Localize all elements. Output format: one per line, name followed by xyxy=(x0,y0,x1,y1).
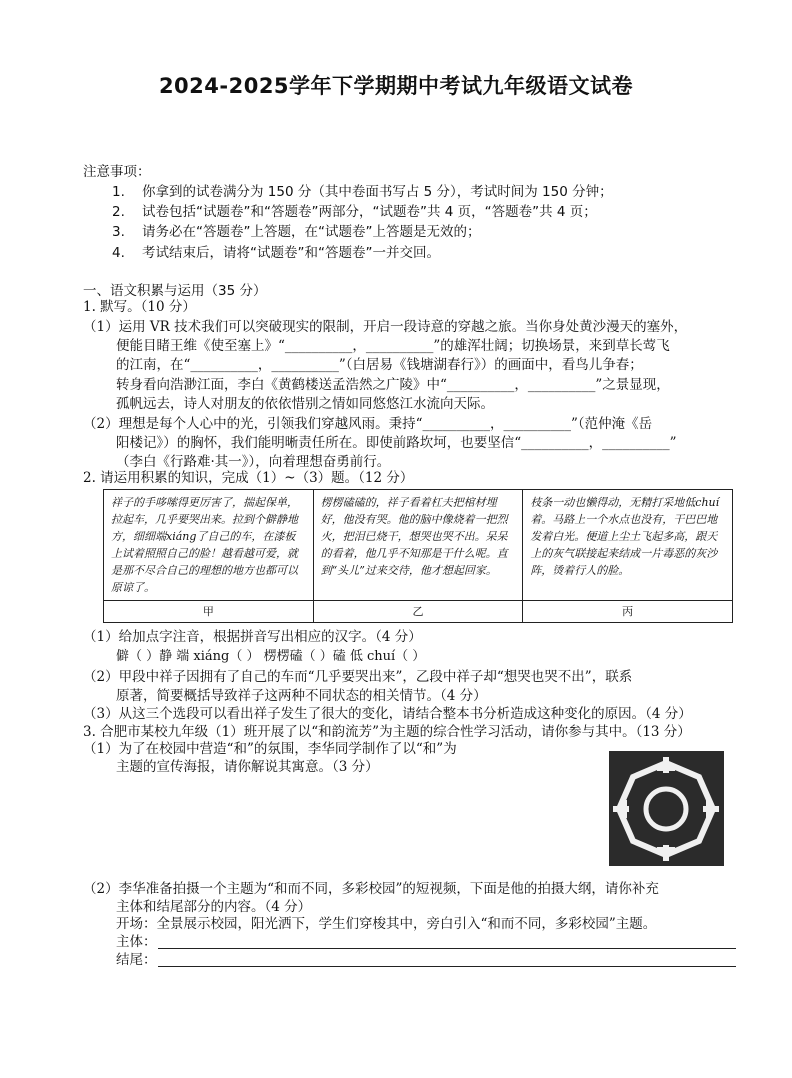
answer-line-body[interactable] xyxy=(158,948,736,949)
q1-2-line: 阳楼记》）的胸怀，我们能明晰责任所在。即使前路坎坷，也要坚信“__________，__________” xyxy=(116,435,677,451)
notes-heading: 注意事项： xyxy=(83,164,151,180)
poster-image xyxy=(609,751,724,866)
question-1-stem: 1. 默写。（10 分） xyxy=(83,299,196,315)
q3-2-stem: （2）李华准备拍摄一个主题为“和而不同，多彩校园”的短视频，下面是他的拍摄大纲，请你补充 xyxy=(83,881,659,897)
q3-2-stem-cont: 主体和结尾部分的内容。（4 分） xyxy=(116,899,312,915)
question-2-stem: 2. 请运用积累的知识，完成（1）~（3）题。（12 分） xyxy=(83,470,414,486)
q1-1-line: 便能目睹王维《使至塞上》“__________，__________”的雄浑壮阔；切换场景，来到草长莺飞 xyxy=(116,338,670,354)
q1-1-line: （1）运用 VR 技术我们可以突破现实的限制，开启一段诗意的穿越之旅。当你身处黄沙漫天的塞外， xyxy=(83,319,688,335)
q2-2-stem-cont: 原著，简要概括导致祥子这两种不同状态的相关情节。（4 分） xyxy=(116,688,487,704)
label-yi: 乙 xyxy=(313,601,523,623)
q2-1-items: 僻（ ）静 端 xiáng（ ） 楞楞磕（ ）磕 低 chuí（ ） xyxy=(116,649,426,664)
q1-1-line: 孤帆远去，诗人对朋友的依依惜别之情如同悠悠江水流向天际。 xyxy=(116,396,494,412)
q1-2-line: （2）理想是每个人心中的光，引领我们穿越风雨。秉持“__________，__________”（范仲淹《岳 xyxy=(83,416,653,432)
q2-2-stem: （2）甲段中祥子因拥有了自己的车而“几乎要哭出来”，乙段中祥子却“想哭也哭不出”，联系 xyxy=(83,669,633,685)
q2-3-stem: （3）从这三个选段可以看出祥子发生了很大的变化，请结合整本书分析造成这种变化的原因。（4 分） xyxy=(83,706,692,722)
note-item: 1. 你拿到的试卷满分为 150 分（其中卷面书写占 5 分），考试时间为 150 分钟； xyxy=(112,184,613,200)
q3-1-stem: （1）为了在校园中营造“和”的氛围，李华同学制作了以“和”为 xyxy=(83,741,457,757)
section-heading: 一、语文积累与运用（35 分） xyxy=(83,283,267,299)
q1-1-line: 转身看向浩渺江面，李白《黄鹤楼送孟浩然之广陵》中“__________，__________”之景显现， xyxy=(116,377,670,393)
outline-opening: 开场：全景展示校园，阳光洒下，学生们穿梭其中，旁白引入“和而不同，多彩校园”主题。 xyxy=(116,916,657,932)
page-title: 2024-2025学年下学期期中考试九年级语文试卷 xyxy=(158,74,634,98)
excerpt-table xyxy=(103,489,733,623)
note-item: 3. 请务必在“答题卷”上答题，在“试题卷”上答题是无效的； xyxy=(112,224,481,240)
label-bing: 丙 xyxy=(523,601,733,623)
q2-1-stem: （1）给加点字注音，根据拼音写出相应的汉字。（4 分） xyxy=(83,629,422,645)
q1-1-line: 的江南，在“__________，__________”（白居易《钱塘湖春行》）的画面中，看鸟儿争春； xyxy=(116,357,643,373)
note-item: 4. 考试结束后，请将“试题卷”和“答题卷”一并交回。 xyxy=(112,245,440,261)
label-jia: 甲 xyxy=(104,601,314,623)
question-3-stem: 3. 合肥市某校九年级（1）班开展了以“和韵流芳”为主题的综合性学习活动，请你参与其中。（13 分） xyxy=(83,724,691,740)
outline-ending-label: 结尾： xyxy=(116,952,157,968)
answer-line-ending[interactable] xyxy=(158,966,736,967)
q3-1-stem-cont: 主题的宣传海报，请你解说其寓意。（3 分） xyxy=(116,759,379,775)
note-item: 2. 试卷包括“试题卷”和“答题卷”两部分，“试题卷”共 4 页，“答题卷”共 4 页； xyxy=(112,204,597,220)
he-poster-graphic xyxy=(609,751,724,866)
excerpt-bing: 枝条一动也懒得动，无精打采地低chuí着。马路上一个水点也没有，干巴巴地发着白光。便道上尘土飞起多高，跟天上的灰气联接起来结成一片毒恶的灰沙阵，烫着行人的脸。 xyxy=(523,490,733,601)
q1-2-line: （李白《行路难·其一》），向着理想奋勇前行。 xyxy=(116,454,391,470)
excerpt-jia: 祥子的手哆嗦得更厉害了，揣起保单，拉起车，几乎要哭出来。拉到个僻静地方，细细端xiáng了自己的车，在漆板上试着照照自己的脸！越看越可爱，就是那不尽合自己的理想的地方也都可以原谅了。 xyxy=(104,490,314,601)
outline-body-label: 主体： xyxy=(116,934,157,950)
excerpt-yi: 楞楞磕磕的，祥子看着杠夫把棺材埋好，他没有哭。他的脑中像烧着一把烈火，把泪已烧干，想哭也哭不出。呆呆的看着，他几乎不知那是干什么呢。直到“头儿”过来交待，他才想起回家。 xyxy=(313,490,523,601)
